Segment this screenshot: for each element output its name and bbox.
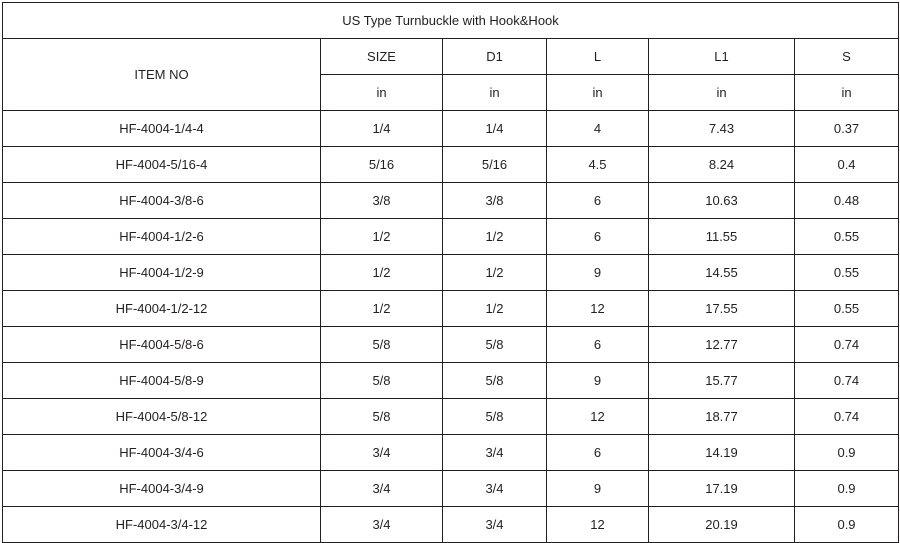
table-title: US Type Turnbuckle with Hook&Hook bbox=[3, 3, 899, 39]
cell-s: 0.55 bbox=[795, 291, 899, 327]
cell-size: 3/4 bbox=[321, 507, 443, 543]
cell-size: 5/16 bbox=[321, 147, 443, 183]
table-body bbox=[3, 3, 899, 543]
cell-size: 1/2 bbox=[321, 219, 443, 255]
cell-item-no: HF-4004-3/4-6 bbox=[3, 435, 321, 471]
cell-l: 9 bbox=[547, 363, 649, 399]
cell-size: 3/8 bbox=[321, 183, 443, 219]
table-row bbox=[3, 471, 899, 507]
cell-size: 1/4 bbox=[321, 111, 443, 147]
cell-d1: 3/8 bbox=[443, 183, 547, 219]
cell-d1: 1/2 bbox=[443, 219, 547, 255]
cell-l1: 10.63 bbox=[649, 183, 795, 219]
column-unit-l: in bbox=[547, 75, 649, 111]
cell-s: 0.9 bbox=[795, 471, 899, 507]
cell-d1: 3/4 bbox=[443, 471, 547, 507]
cell-item-no: HF-4004-5/8-12 bbox=[3, 399, 321, 435]
cell-l1: 17.19 bbox=[649, 471, 795, 507]
cell-d1: 1/4 bbox=[443, 111, 547, 147]
cell-item-no: HF-4004-3/4-9 bbox=[3, 471, 321, 507]
cell-item-no: HF-4004-3/8-6 bbox=[3, 183, 321, 219]
cell-l1: 17.55 bbox=[649, 291, 795, 327]
cell-l1: 15.77 bbox=[649, 363, 795, 399]
cell-s: 0.55 bbox=[795, 219, 899, 255]
cell-s: 0.48 bbox=[795, 183, 899, 219]
cell-l1: 8.24 bbox=[649, 147, 795, 183]
cell-l1: 11.55 bbox=[649, 219, 795, 255]
cell-size: 1/2 bbox=[321, 255, 443, 291]
cell-s: 0.37 bbox=[795, 111, 899, 147]
cell-l1: 18.77 bbox=[649, 399, 795, 435]
table-row bbox=[3, 219, 899, 255]
cell-l: 6 bbox=[547, 183, 649, 219]
cell-size: 5/8 bbox=[321, 399, 443, 435]
table-row bbox=[3, 435, 899, 471]
cell-s: 0.74 bbox=[795, 327, 899, 363]
cell-s: 0.9 bbox=[795, 435, 899, 471]
column-header-l: L bbox=[547, 39, 649, 75]
cell-l: 9 bbox=[547, 471, 649, 507]
cell-item-no: HF-4004-1/4-4 bbox=[3, 111, 321, 147]
table-row bbox=[3, 147, 899, 183]
table-row bbox=[3, 255, 899, 291]
cell-l: 4.5 bbox=[547, 147, 649, 183]
specification-table bbox=[2, 2, 899, 543]
table-row bbox=[3, 363, 899, 399]
cell-s: 0.55 bbox=[795, 255, 899, 291]
cell-item-no: HF-4004-1/2-6 bbox=[3, 219, 321, 255]
cell-l: 6 bbox=[547, 219, 649, 255]
cell-d1: 1/2 bbox=[443, 291, 547, 327]
cell-size: 5/8 bbox=[321, 363, 443, 399]
cell-item-no: HF-4004-1/2-12 bbox=[3, 291, 321, 327]
cell-s: 0.74 bbox=[795, 399, 899, 435]
column-unit-d1: in bbox=[443, 75, 547, 111]
cell-l1: 20.19 bbox=[649, 507, 795, 543]
cell-item-no: HF-4004-5/8-6 bbox=[3, 327, 321, 363]
cell-l: 12 bbox=[547, 507, 649, 543]
table-row bbox=[3, 507, 899, 543]
table-title-row bbox=[3, 3, 899, 39]
cell-d1: 5/8 bbox=[443, 327, 547, 363]
cell-item-no: HF-4004-5/8-9 bbox=[3, 363, 321, 399]
cell-s: 0.9 bbox=[795, 507, 899, 543]
cell-l: 12 bbox=[547, 291, 649, 327]
table-row bbox=[3, 111, 899, 147]
cell-size: 5/8 bbox=[321, 327, 443, 363]
cell-item-no: HF-4004-5/16-4 bbox=[3, 147, 321, 183]
table-row bbox=[3, 183, 899, 219]
table-row bbox=[3, 291, 899, 327]
cell-size: 3/4 bbox=[321, 471, 443, 507]
column-header-item-no: ITEM NO bbox=[3, 39, 321, 111]
column-header-s: S bbox=[795, 39, 899, 75]
cell-l: 12 bbox=[547, 399, 649, 435]
table-row bbox=[3, 399, 899, 435]
column-header-d1: D1 bbox=[443, 39, 547, 75]
cell-l1: 14.55 bbox=[649, 255, 795, 291]
cell-s: 0.74 bbox=[795, 363, 899, 399]
column-header-l1: L1 bbox=[649, 39, 795, 75]
spec-sheet bbox=[0, 2, 900, 537]
cell-l1: 7.43 bbox=[649, 111, 795, 147]
cell-size: 3/4 bbox=[321, 435, 443, 471]
column-unit-size: in bbox=[321, 75, 443, 111]
cell-l: 6 bbox=[547, 435, 649, 471]
cell-d1: 1/2 bbox=[443, 255, 547, 291]
cell-item-no: HF-4004-1/2-9 bbox=[3, 255, 321, 291]
cell-s: 0.4 bbox=[795, 147, 899, 183]
cell-d1: 5/8 bbox=[443, 363, 547, 399]
table-row bbox=[3, 327, 899, 363]
cell-l1: 14.19 bbox=[649, 435, 795, 471]
cell-d1: 5/8 bbox=[443, 399, 547, 435]
cell-l: 9 bbox=[547, 255, 649, 291]
column-unit-s: in bbox=[795, 75, 899, 111]
cell-d1: 3/4 bbox=[443, 507, 547, 543]
cell-l1: 12.77 bbox=[649, 327, 795, 363]
cell-item-no: HF-4004-3/4-12 bbox=[3, 507, 321, 543]
column-header-size: SIZE bbox=[321, 39, 443, 75]
cell-d1: 5/16 bbox=[443, 147, 547, 183]
cell-size: 1/2 bbox=[321, 291, 443, 327]
cell-l: 6 bbox=[547, 327, 649, 363]
cell-d1: 3/4 bbox=[443, 435, 547, 471]
header-label-row bbox=[3, 39, 899, 75]
column-unit-l1: in bbox=[649, 75, 795, 111]
cell-l: 4 bbox=[547, 111, 649, 147]
